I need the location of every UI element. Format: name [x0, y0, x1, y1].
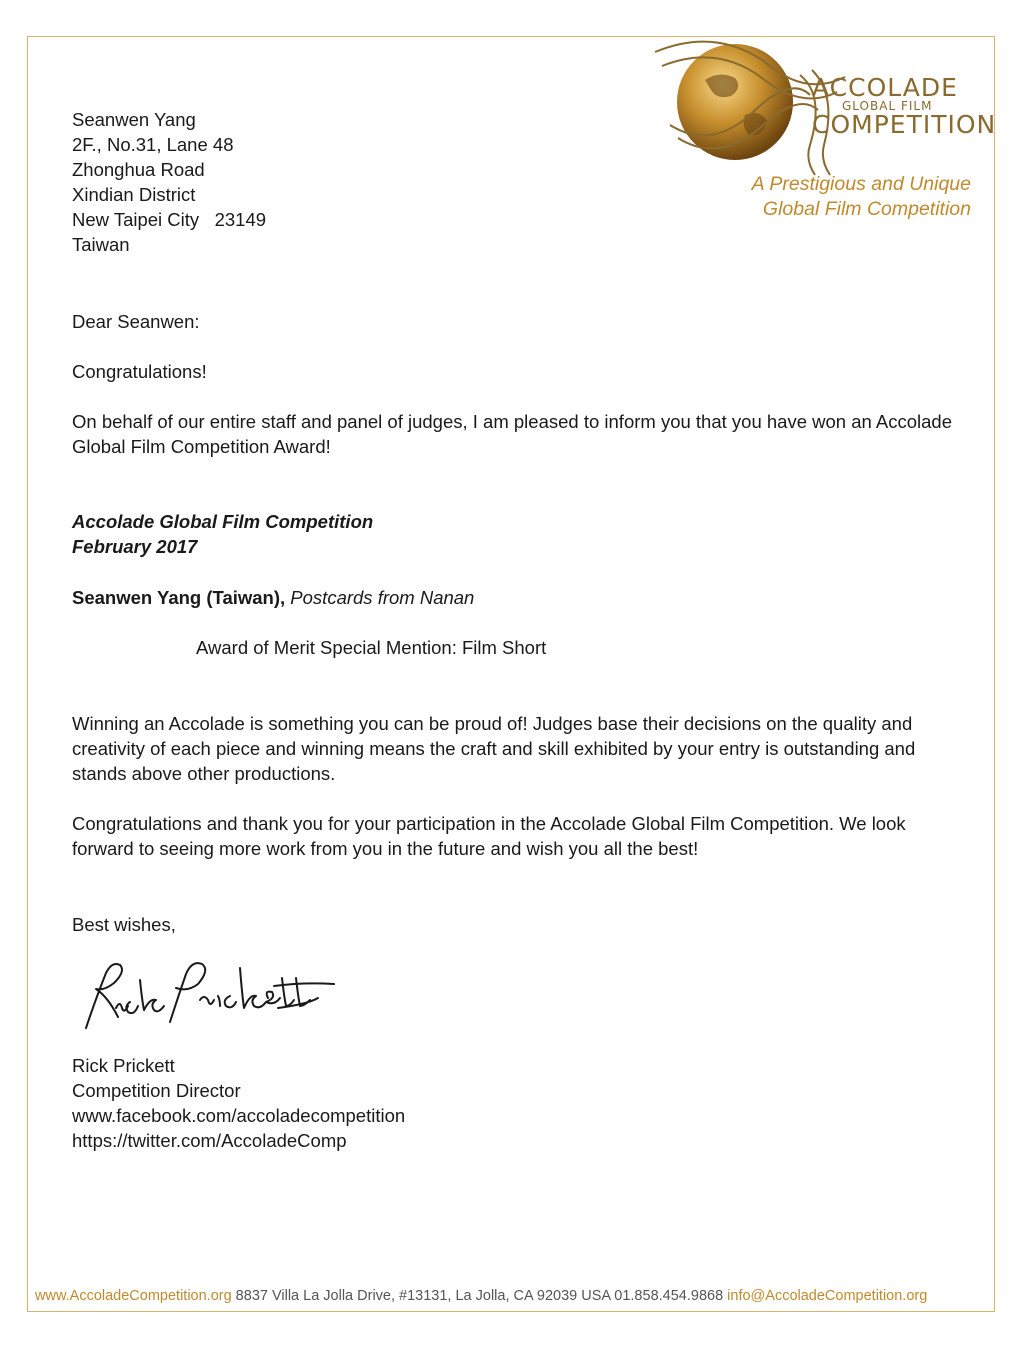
footer-address: 8837 Villa La Jolla Drive, #13131, La Jolla, CA 92039 USA 01.858.454.9868 — [231, 1288, 728, 1304]
address-line: 2F., No.31, Lane 48 — [72, 134, 234, 155]
address-line: Zhonghua Road — [72, 159, 205, 180]
logo-tagline — [752, 172, 971, 222]
address-line: Xindian District — [72, 184, 196, 205]
facebook-link[interactable]: www.facebook.com/accoladecompetition — [72, 1105, 406, 1126]
footer-email-link[interactable]: info@AccoladeCompetition.org — [727, 1288, 928, 1304]
recipient-name: Seanwen Yang — [72, 109, 196, 130]
competition-name: Accolade Global Film Competition — [72, 511, 374, 532]
signature — [78, 950, 338, 1035]
salutation: Dear Seanwen: — [72, 311, 200, 332]
award-name: Award of Merit Special Mention: Film Short — [196, 637, 547, 658]
competition-date: February 2017 — [72, 536, 198, 557]
logo-word-accolade: ACCOLADE — [812, 73, 958, 102]
logo-wordmark — [812, 73, 997, 139]
closing: Best wishes, — [72, 914, 176, 935]
logo-word-competition: COMPETITION — [812, 110, 997, 139]
recipient-address — [72, 107, 266, 257]
logo-word-global-film: GLOBAL FILM — [842, 99, 933, 113]
signer-title: Competition Director — [72, 1080, 241, 1101]
winner-name: Seanwen Yang (Taiwan), — [72, 587, 286, 608]
address-line: Taiwan — [72, 234, 130, 255]
tagline-line-1: A Prestigious and Unique — [751, 173, 971, 195]
twitter-link[interactable]: https://twitter.com/AccoladeComp — [72, 1130, 347, 1151]
film-title: Postcards from Nanan — [290, 587, 475, 608]
footer — [35, 1288, 927, 1304]
tagline-line-2: Global Film Competition — [762, 198, 971, 220]
paragraph-thanks: Congratulations and thank you for your participation in the Accolade Global Film Competition. We look forward to seeing more work from you in the future and wish you all the best! — [72, 813, 906, 859]
address-line: New Taipei City 23149 — [72, 209, 267, 230]
paragraph-winning: Winning an Accolade is something you can be proud of! Judges base their decisions on the quality and creativity of each piece and winning means the craft and skill exhibited by your entry is outstanding and stands above other productions. — [72, 713, 916, 784]
signer-name: Rick Prickett — [72, 1055, 175, 1076]
paragraph-award-notice: On behalf of our entire staff and panel of judges, I am pleased to inform you that you have won an Accolade Global Film Competition Award! — [72, 411, 953, 457]
competition-heading — [72, 509, 373, 559]
footer-website-link[interactable]: www.AccoladeCompetition.org — [35, 1288, 232, 1304]
winner-line — [72, 585, 474, 610]
signer-block — [72, 1053, 405, 1153]
congratulations-line: Congratulations! — [72, 361, 207, 382]
